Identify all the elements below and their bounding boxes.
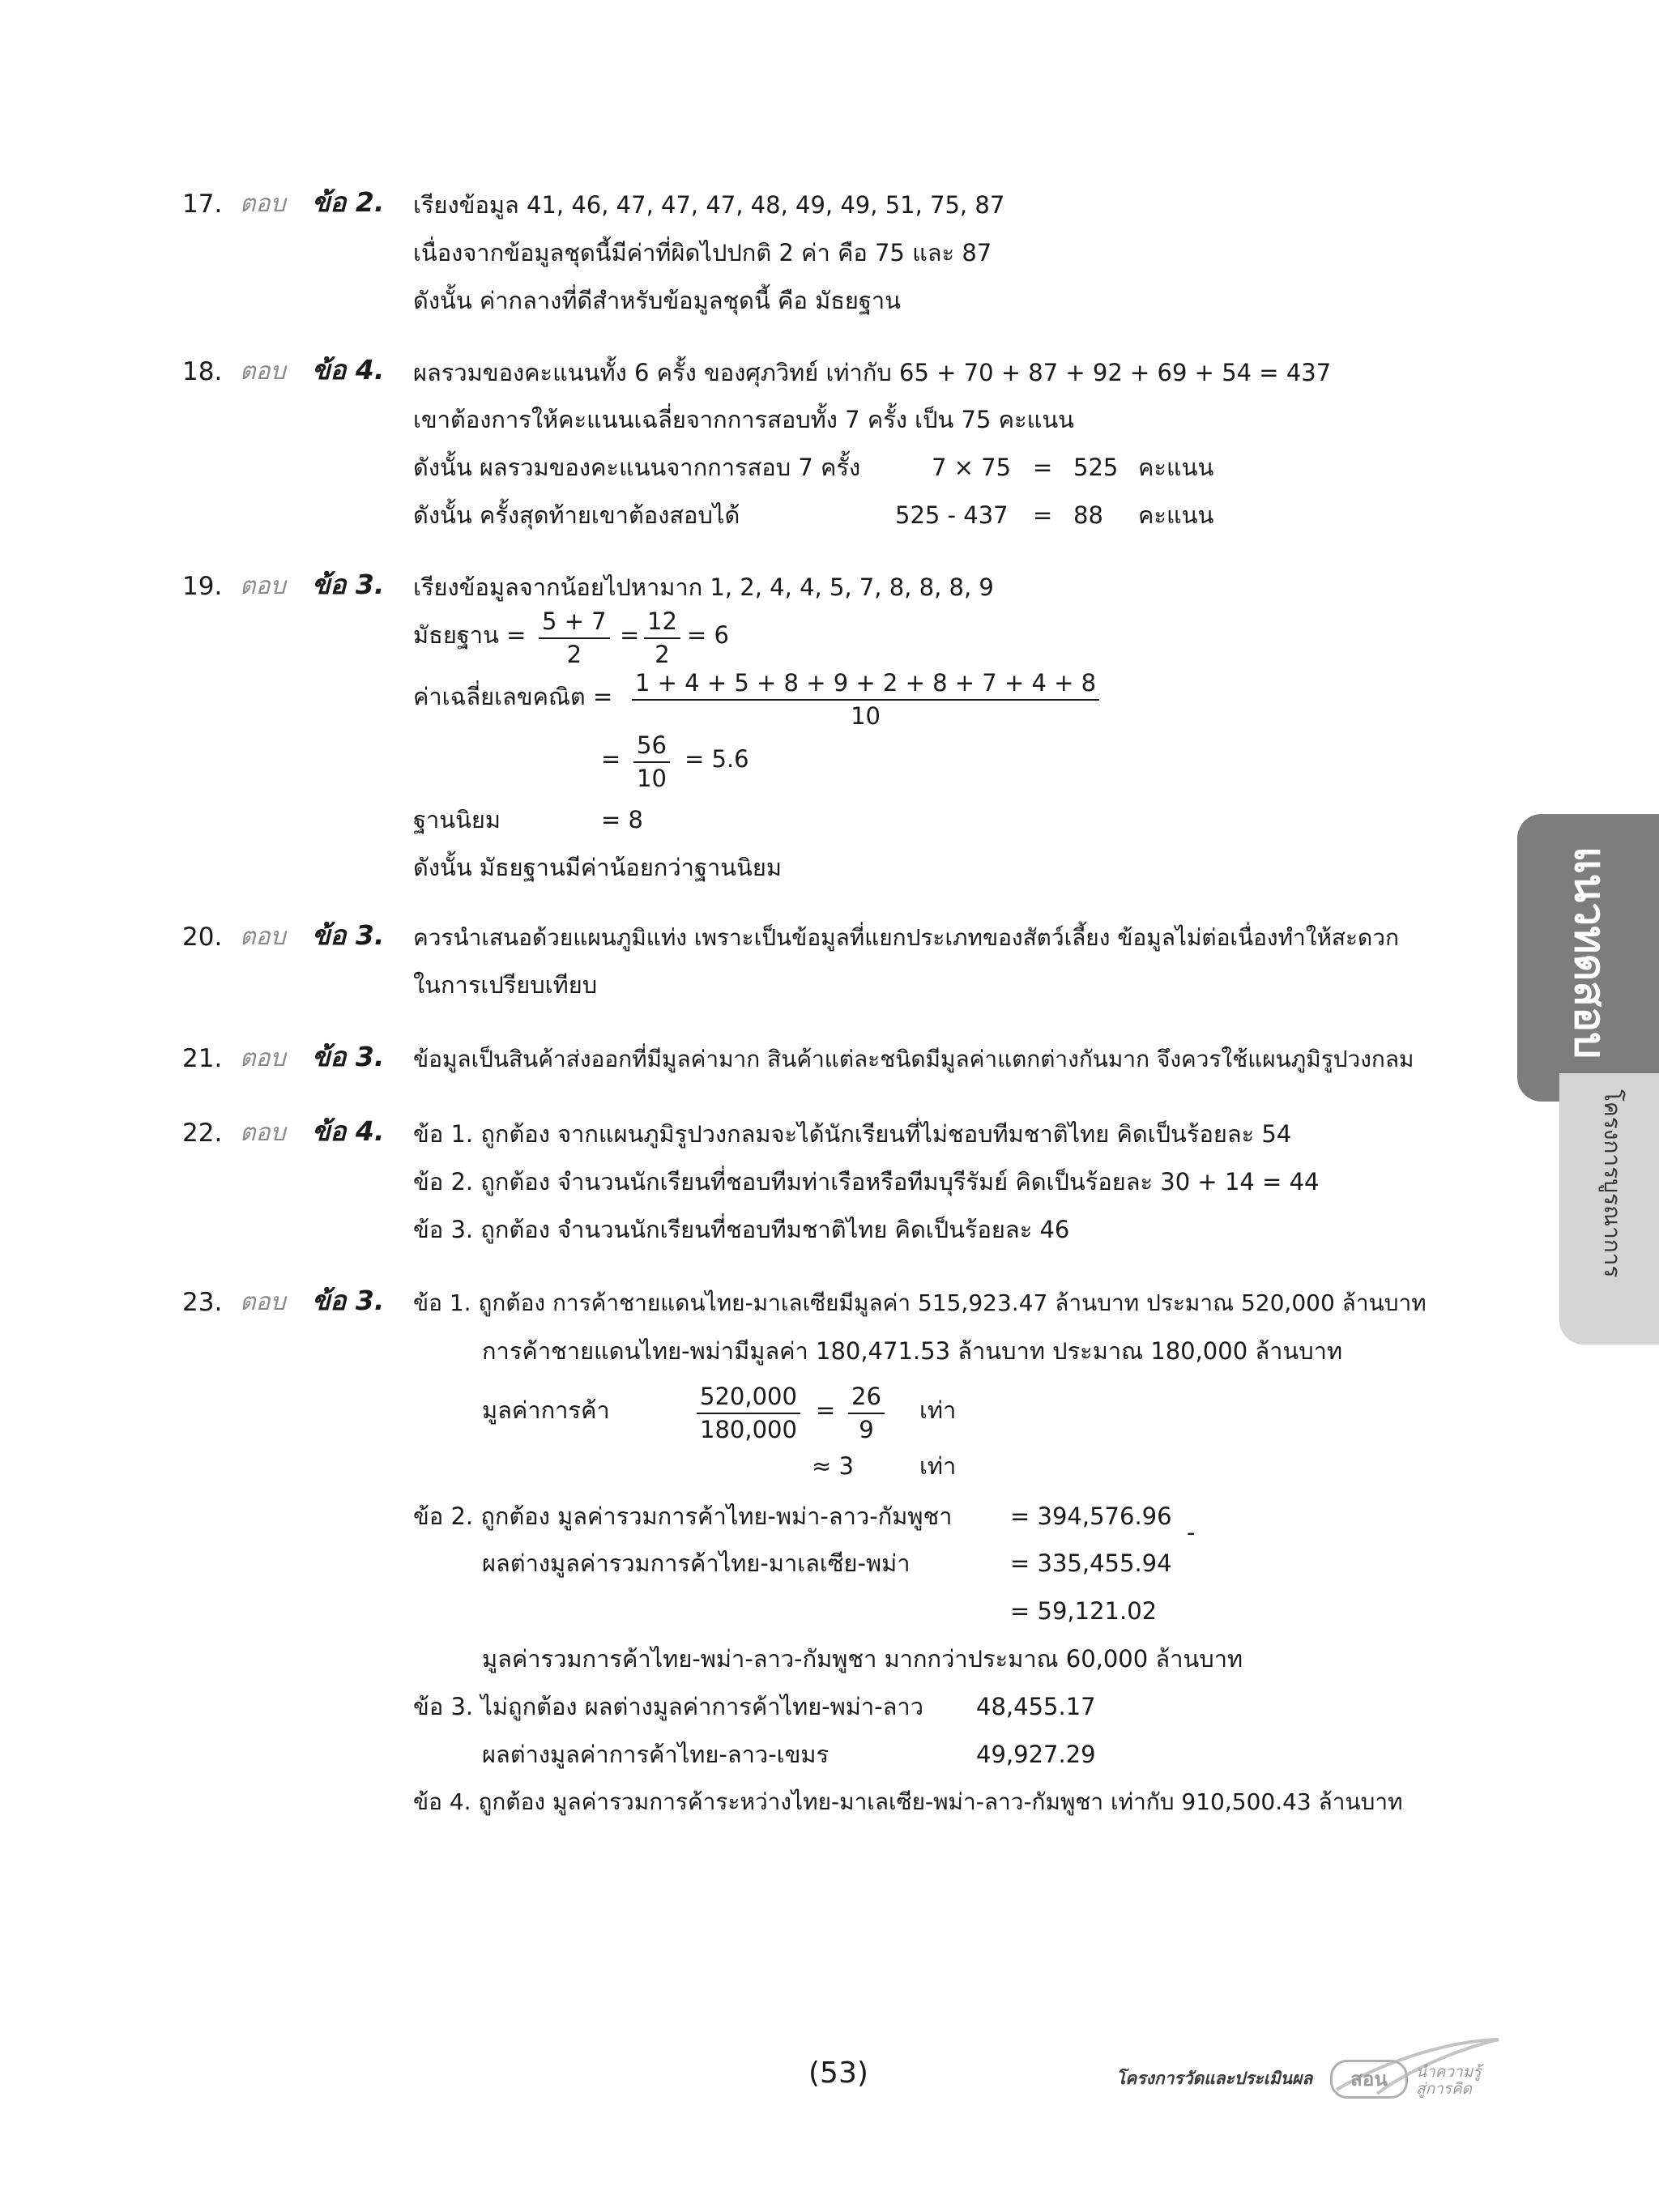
- denominator: 2: [566, 640, 582, 668]
- calc-unit: คะแนน: [1138, 454, 1214, 481]
- denominator: 2: [655, 640, 670, 668]
- denominator: 9: [859, 1415, 874, 1443]
- question-number: 19.: [182, 572, 223, 601]
- numerator: 5 + 7: [539, 607, 610, 639]
- question-number: 23.: [182, 1288, 223, 1317]
- numerator: 12: [644, 607, 680, 639]
- solution-line: ดังนั้น มัธยฐานมีค่าน้อยกว่าฐานนิยม: [413, 854, 782, 881]
- logo-icon: [1330, 2060, 1408, 2099]
- side-tab-primary: [1517, 814, 1659, 1102]
- answer-option: ข้อ 3.: [312, 919, 385, 951]
- fraction: [697, 1383, 800, 1444]
- solution-line: ดังนั้น ครั้งสุดท้ายเขาต้องสอบได้: [413, 501, 740, 529]
- numerator: 520,000: [697, 1383, 800, 1414]
- slogan-line: สู่การคิด: [1416, 2079, 1473, 2098]
- side-tab-secondary-label: โครงการบูรณาการ: [1599, 1089, 1626, 1278]
- solution-line: ดังนั้น ผลรวมของคะแนนจากการสอบ 7 ครั้ง: [413, 454, 861, 481]
- minus-sign: -: [1187, 1519, 1196, 1546]
- approx-result: ≈ 3: [812, 1452, 854, 1480]
- answer-option: ข้อ 3.: [312, 1285, 385, 1316]
- solution-line: ดังนั้น ค่ากลางที่ดีสำหรับข้อมูลชุดนี้ คือ มัธยฐาน: [413, 287, 901, 314]
- denominator: 10: [637, 764, 667, 792]
- fraction: [644, 607, 680, 669]
- question-number: 22.: [182, 1119, 223, 1148]
- solution-line: ผลต่างมูลค่าการค้าไทย-ลาว-เขมร: [482, 1741, 830, 1768]
- numerator: 1 + 4 + 5 + 8 + 9 + 2 + 8 + 7 + 4 + 8: [632, 669, 1099, 701]
- solution-line: ข้อ 2. ถูกต้อง จำนวนนักเรียนที่ชอบทีมท่าเรือหรือทีมบุรีรัมย์ คิดเป็นร้อยละ 30 + 14 = 44: [413, 1168, 1320, 1196]
- answer-option: ข้อ 3.: [312, 1041, 385, 1072]
- numerator: 26: [848, 1383, 885, 1414]
- calc-value: 525: [1073, 454, 1119, 481]
- solution-line: ในการเปรียบเทียบ: [413, 971, 598, 999]
- mode-label: ฐานนิยม: [413, 806, 501, 833]
- side-tab-secondary: [1559, 1073, 1659, 1345]
- calc-expression: 7 × 75: [932, 454, 1012, 481]
- mean-label: ค่าเฉลี่ยเลขคณิต =: [413, 683, 613, 710]
- solution-line: เนื่องจากข้อมูลชุดนี้มีค่าที่ผิดไปปกติ 2 ค่า คือ 75 และ 87: [413, 239, 992, 266]
- equals-sign: =: [620, 621, 640, 649]
- answer-word: ตอบ: [240, 923, 286, 951]
- denominator: 180,000: [700, 1415, 797, 1443]
- answer-option: ข้อ 4.: [312, 1115, 385, 1147]
- denominator: 10: [851, 701, 881, 730]
- answer-word: ตอบ: [240, 572, 286, 600]
- solution-line: ข้อ 1. ถูกต้อง จากแผนภูมิรูปวงกลมจะได้นักเรียนที่ไม่ชอบทีมชาติไทย คิดเป็นร้อยละ 54: [413, 1120, 1292, 1148]
- answer-option: ข้อ 4.: [312, 354, 385, 386]
- calc-equals: =: [1033, 501, 1053, 529]
- question-number: 20.: [182, 923, 223, 952]
- median-result: = 6: [687, 621, 729, 649]
- solution-line: เรียงข้อมูลจากน้อยไปหามาก 1, 2, 4, 4, 5, 7, 8, 8, 8, 9: [413, 573, 994, 601]
- calc-value: = 59,121.02: [1010, 1597, 1158, 1625]
- fraction: [632, 669, 1099, 731]
- calc-value: 48,455.17: [976, 1693, 1096, 1720]
- calc-value: 49,927.29: [976, 1741, 1096, 1768]
- calc-value: = 335,455.94: [1010, 1549, 1172, 1577]
- solution-line: ข้อ 3. ถูกต้อง จำนวนนักเรียนที่ชอบทีมชาติไทย คิดเป็นร้อยละ 46: [413, 1216, 1070, 1243]
- solution-line: ผลรวมของคะแนนทั้ง 6 ครั้ง ของศุภวิทย์ เท่ากับ 65 + 70 + 87 + 92 + 69 + 54 = 437: [413, 359, 1332, 386]
- numerator: 56: [633, 731, 670, 763]
- solution-line: ข้อมูลเป็นสินค้าส่งออกที่มีมูลค่ามาก สินค้าแต่ละชนิดมีมูลค่าแตกต่างกันมาก จึงควรใช้แผนภูมิรูปวงกลม: [413, 1046, 1414, 1072]
- footer-slogan: [1416, 2064, 1481, 2098]
- question-number: 18.: [182, 357, 223, 386]
- solution-line: ข้อ 4. ถูกต้อง มูลค่ารวมการค้าระหว่างไทย-มาเลเซีย-พม่า-ลาว-กัมพูชา เท่ากับ 910,500.43 ล้านบาท: [413, 1788, 1403, 1815]
- median-label: มัธยฐาน =: [413, 621, 527, 649]
- mean-result: = 5.6: [684, 745, 749, 773]
- answer-option: ข้อ 3.: [312, 569, 385, 600]
- fraction: [539, 607, 610, 669]
- solution-line: การค้าชายแดนไทย-พม่ามีมูลค่า 180,471.53 ล้านบาท ประมาณ 180,000 ล้านบาท: [482, 1337, 1343, 1365]
- calc-unit: คะแนน: [1138, 501, 1214, 529]
- solution-line: มูลค่ารวมการค้าไทย-พม่า-ลาว-กัมพูชา มากกว่าประมาณ 60,000 ล้านบาท: [482, 1645, 1243, 1673]
- solution-line: ผลต่างมูลค่ารวมการค้าไทย-มาเลเซีย-พม่า: [482, 1549, 911, 1577]
- equals-sign: =: [601, 745, 621, 773]
- calc-value: 88: [1073, 501, 1103, 529]
- solution-line: เขาต้องการให้คะแนนเฉลี่ยจากการสอบทั้ง 7 ครั้ง เป็น 75 คะแนน: [413, 406, 1074, 433]
- footer-title: โครงการวัดและประเมินผล: [1116, 2069, 1313, 2088]
- calc-equals: =: [1033, 454, 1053, 481]
- solution-line: ข้อ 1. ถูกต้อง การค้าชายแดนไทย-มาเลเซียมีมูลค่า 515,923.47 ล้านบาท ประมาณ 520,000 ล้านบาท: [413, 1289, 1427, 1316]
- calc-value: = 394,576.96: [1010, 1502, 1172, 1530]
- equals-sign: =: [816, 1396, 836, 1424]
- solution-line: ข้อ 2. ถูกต้อง มูลค่ารวมการค้าไทย-พม่า-ลาว-กัมพูชา: [413, 1502, 953, 1530]
- unit-times: เท่า: [919, 1396, 957, 1424]
- page-number: (53): [808, 2056, 868, 2090]
- solution-line: เรียงข้อมูล 41, 46, 47, 47, 47, 48, 49, 49, 51, 75, 87: [413, 191, 1005, 219]
- fraction: [633, 731, 670, 793]
- question-number: 17.: [182, 190, 223, 219]
- question-number: 21.: [182, 1044, 223, 1073]
- answer-word: ตอบ: [240, 1288, 286, 1316]
- slogan-line: นำความรู้: [1416, 2063, 1482, 2081]
- trade-label: มูลค่าการค้า: [482, 1396, 610, 1424]
- solution-line: ข้อ 3. ไม่ถูกต้อง ผลต่างมูลค่าการค้าไทย-พม่า-ลาว: [413, 1693, 923, 1720]
- answer-word: ตอบ: [240, 190, 286, 218]
- logo-text: สอน: [1350, 2068, 1388, 2091]
- unit-times: เท่า: [919, 1452, 957, 1480]
- mode-value: = 8: [601, 806, 643, 833]
- answer-word: ตอบ: [240, 1044, 286, 1072]
- solution-line: ควรนำเสนอด้วยแผนภูมิแท่ง เพราะเป็นข้อมูลที่แยกประเภทของสัตว์เลี้ยง ข้อมูลไม่ต่อเนื่องทำให้สะดวก: [413, 924, 1399, 951]
- answer-option: ข้อ 2.: [312, 186, 385, 218]
- calc-expression: 525 - 437: [895, 501, 1009, 529]
- side-tab-primary-label: แนวทดสอบ: [1565, 846, 1614, 1059]
- fraction: [848, 1383, 885, 1444]
- answer-word: ตอบ: [240, 1119, 286, 1147]
- answer-word: ตอบ: [240, 357, 286, 386]
